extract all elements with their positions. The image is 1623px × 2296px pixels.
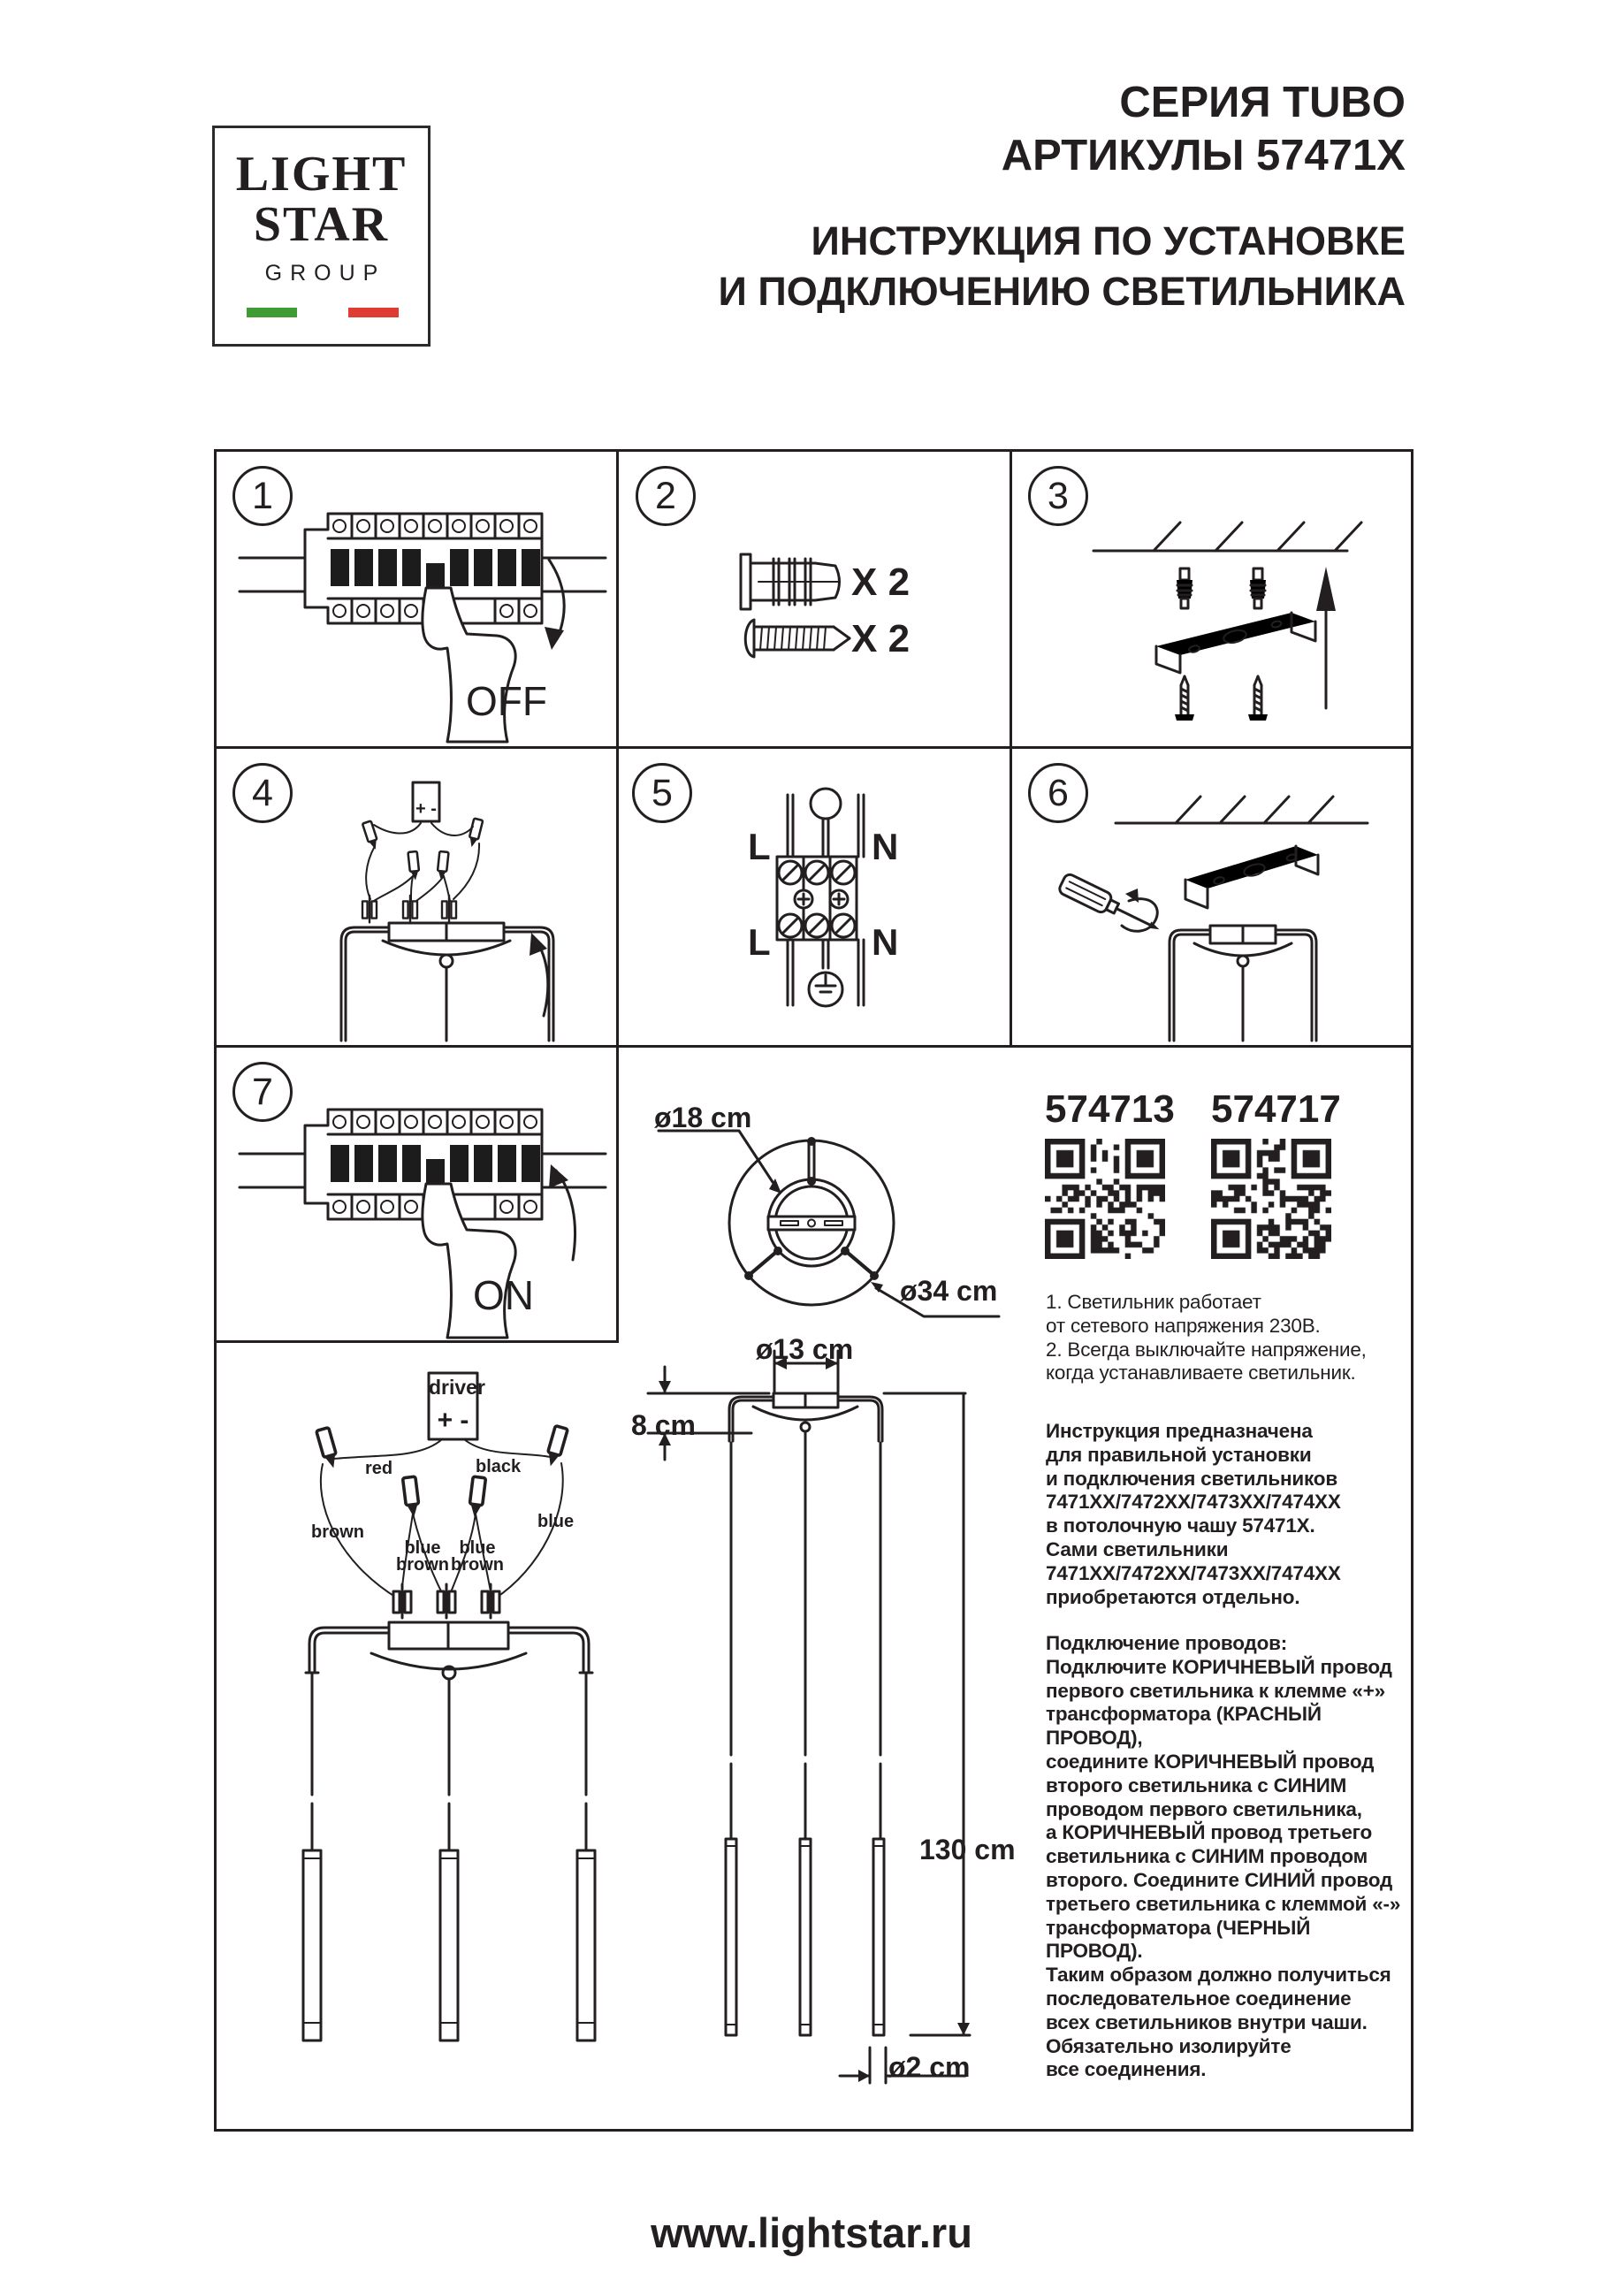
step5-number: 5 xyxy=(632,763,692,823)
purpose-line: Инструкция предназначена xyxy=(1046,1420,1313,1442)
wire-pair1-brown-label: brown xyxy=(396,1555,449,1575)
top-view-inner-dia: ø18 cm xyxy=(654,1102,752,1133)
wiring-line: первого светильника к клемме «+» xyxy=(1046,1679,1385,1702)
step6-number: 6 xyxy=(1028,763,1088,823)
logo-star: STAR xyxy=(253,197,390,252)
driver-label: driver xyxy=(429,1376,485,1399)
step5-l-bottom: L xyxy=(748,921,771,963)
step2-number: 2 xyxy=(636,466,696,526)
wire-red-label: red xyxy=(365,1459,393,1478)
purpose-paragraph xyxy=(1046,1420,1410,1609)
grid-hline-2 xyxy=(214,1045,1413,1048)
step3-number: 3 xyxy=(1028,466,1088,526)
series-title: СЕРИЯ TUBO xyxy=(1119,79,1406,126)
wiring-line: соедините КОРИЧНЕВЫЙ провод xyxy=(1046,1750,1375,1773)
note-line: 1. Светильник работает xyxy=(1046,1291,1261,1313)
wiring-paragraph xyxy=(1046,1632,1410,2082)
logo-light: LIGHT xyxy=(235,147,408,202)
grid-border-right xyxy=(1411,449,1413,2132)
step7-number: 7 xyxy=(232,1062,293,1122)
note-line: когда устанавливаете светильник. xyxy=(1046,1362,1356,1384)
step3-mounting-diagram xyxy=(1012,454,1409,745)
wiring-line: Подключите КОРИЧНЕВЫЙ провод xyxy=(1046,1655,1392,1678)
step6-fixing-diagram xyxy=(1012,749,1409,1044)
qr-code-574713 xyxy=(1045,1139,1165,1259)
wiring-line: проводом первого светильника, xyxy=(1046,1797,1362,1820)
grid-border-bottom xyxy=(214,2129,1413,2132)
step5-terminal-diagram xyxy=(619,749,1010,1044)
wiring-line: третьего светильника с клеммой «-» xyxy=(1046,1892,1401,1915)
dim-8cm-label: 8 cm xyxy=(631,1409,696,1441)
wire-pair1-blue-label: blue xyxy=(404,1538,441,1558)
power-notes xyxy=(1046,1291,1410,1385)
step2-screw-qty: X 2 xyxy=(851,617,911,660)
grid-hline-panel7 xyxy=(214,1340,619,1343)
wiring-line: трансформатора (ЧЕРНЫЙ ПРОВОД). xyxy=(1046,1916,1311,1963)
wiring-line: а КОРИЧНЕВЫЙ провод третьего xyxy=(1046,1821,1373,1844)
step2-hardware-diagram xyxy=(619,454,1010,745)
top-view-outer-dia: ø34 cm xyxy=(900,1275,998,1307)
wiring-line: последовательное соединение xyxy=(1046,1987,1352,2010)
purpose-line: 7471XX/7472XX/7473XX/7474XX xyxy=(1046,1561,1341,1584)
purpose-line: для правильной установки xyxy=(1046,1443,1312,1466)
lightstar-logo xyxy=(212,126,431,347)
grid-border-top xyxy=(214,449,1413,452)
purpose-line: 7471XX/7472XX/7473XX/7474XX xyxy=(1046,1491,1341,1514)
articles-title: АРТИКУЛЫ 57471X xyxy=(1001,132,1406,179)
wiring-line: второго. Соедините СИНИЙ провод xyxy=(1046,1868,1393,1891)
header xyxy=(719,76,1406,317)
wiring-line: трансформатора (КРАСНЫЙ ПРОВОД), xyxy=(1046,1703,1322,1750)
wiring-line: Обязательно изолируйте xyxy=(1046,2034,1292,2057)
logo-group: GROUP xyxy=(264,261,386,286)
driver-wiring-diagram xyxy=(221,1353,619,2129)
wiring-line: светильника с СИНИМ проводом xyxy=(1046,1845,1368,1868)
instruction-title xyxy=(719,216,1406,317)
purpose-line: Сами светильники xyxy=(1046,1537,1229,1560)
wiring-line: второго светильника с СИНИМ xyxy=(1046,1773,1347,1796)
wire-black-label: black xyxy=(476,1457,522,1476)
wiring-line: все соединения. xyxy=(1046,2058,1207,2081)
step7-breaker-on-diagram xyxy=(215,1049,616,1339)
step4-driver-polarity: + - xyxy=(415,799,437,819)
step4-wiring-diagram xyxy=(215,749,616,1044)
step4-number: 4 xyxy=(232,763,293,823)
step1-breaker-off-diagram xyxy=(215,454,616,745)
step5-n-top: N xyxy=(872,826,899,867)
step5-l-top: L xyxy=(748,826,771,867)
instruction-title-line1: ИНСТРУКЦИЯ ПО УСТАНОВКЕ xyxy=(811,218,1406,263)
wire-blue-label: blue xyxy=(537,1512,575,1531)
italian-flag-icon xyxy=(247,308,399,317)
instruction-title-line2: И ПОДКЛЮЧЕНИЮ СВЕТИЛЬНИКА xyxy=(718,269,1406,314)
note-line: 2. Всегда выключайте напряжение, xyxy=(1046,1338,1367,1361)
wire-pair2-blue-label: blue xyxy=(459,1538,496,1558)
website-url: www.lightstar.ru xyxy=(651,2209,972,2256)
driver-polarity-label: + - xyxy=(437,1406,469,1435)
note-line: от сетевого напряжения 230В. xyxy=(1046,1314,1321,1337)
dim-13cm-label: ø13 cm xyxy=(755,1333,854,1365)
step2-anchor-qty: X 2 xyxy=(851,561,911,604)
step7-on-label: ON xyxy=(473,1272,534,1318)
wiring-line: Таким образом должно получиться xyxy=(1046,1964,1391,1987)
wiring-line: всех светильников внутри чаши. xyxy=(1046,2010,1368,2033)
product-code-574713: 574713 xyxy=(1045,1087,1175,1131)
purpose-line: приобретаются отдельно. xyxy=(1046,1585,1300,1608)
purpose-line: и подключения светильников xyxy=(1046,1467,1337,1490)
wire-brown-label: brown xyxy=(311,1522,364,1542)
wiring-line: Подключение проводов: xyxy=(1046,1632,1288,1654)
wire-pair2-brown-label: brown xyxy=(451,1555,504,1575)
qr-code-574717 xyxy=(1211,1139,1331,1259)
purpose-line: в потолочную чашу 57471X. xyxy=(1046,1514,1315,1537)
step5-n-bottom: N xyxy=(872,921,899,963)
dim-130cm-label: 130 cm xyxy=(919,1834,1016,1865)
step1-off-label: OFF xyxy=(466,678,547,724)
dim-2cm-label: ø2 cm xyxy=(888,2051,971,2083)
step1-number: 1 xyxy=(232,466,293,526)
product-code-574717: 574717 xyxy=(1211,1087,1341,1131)
